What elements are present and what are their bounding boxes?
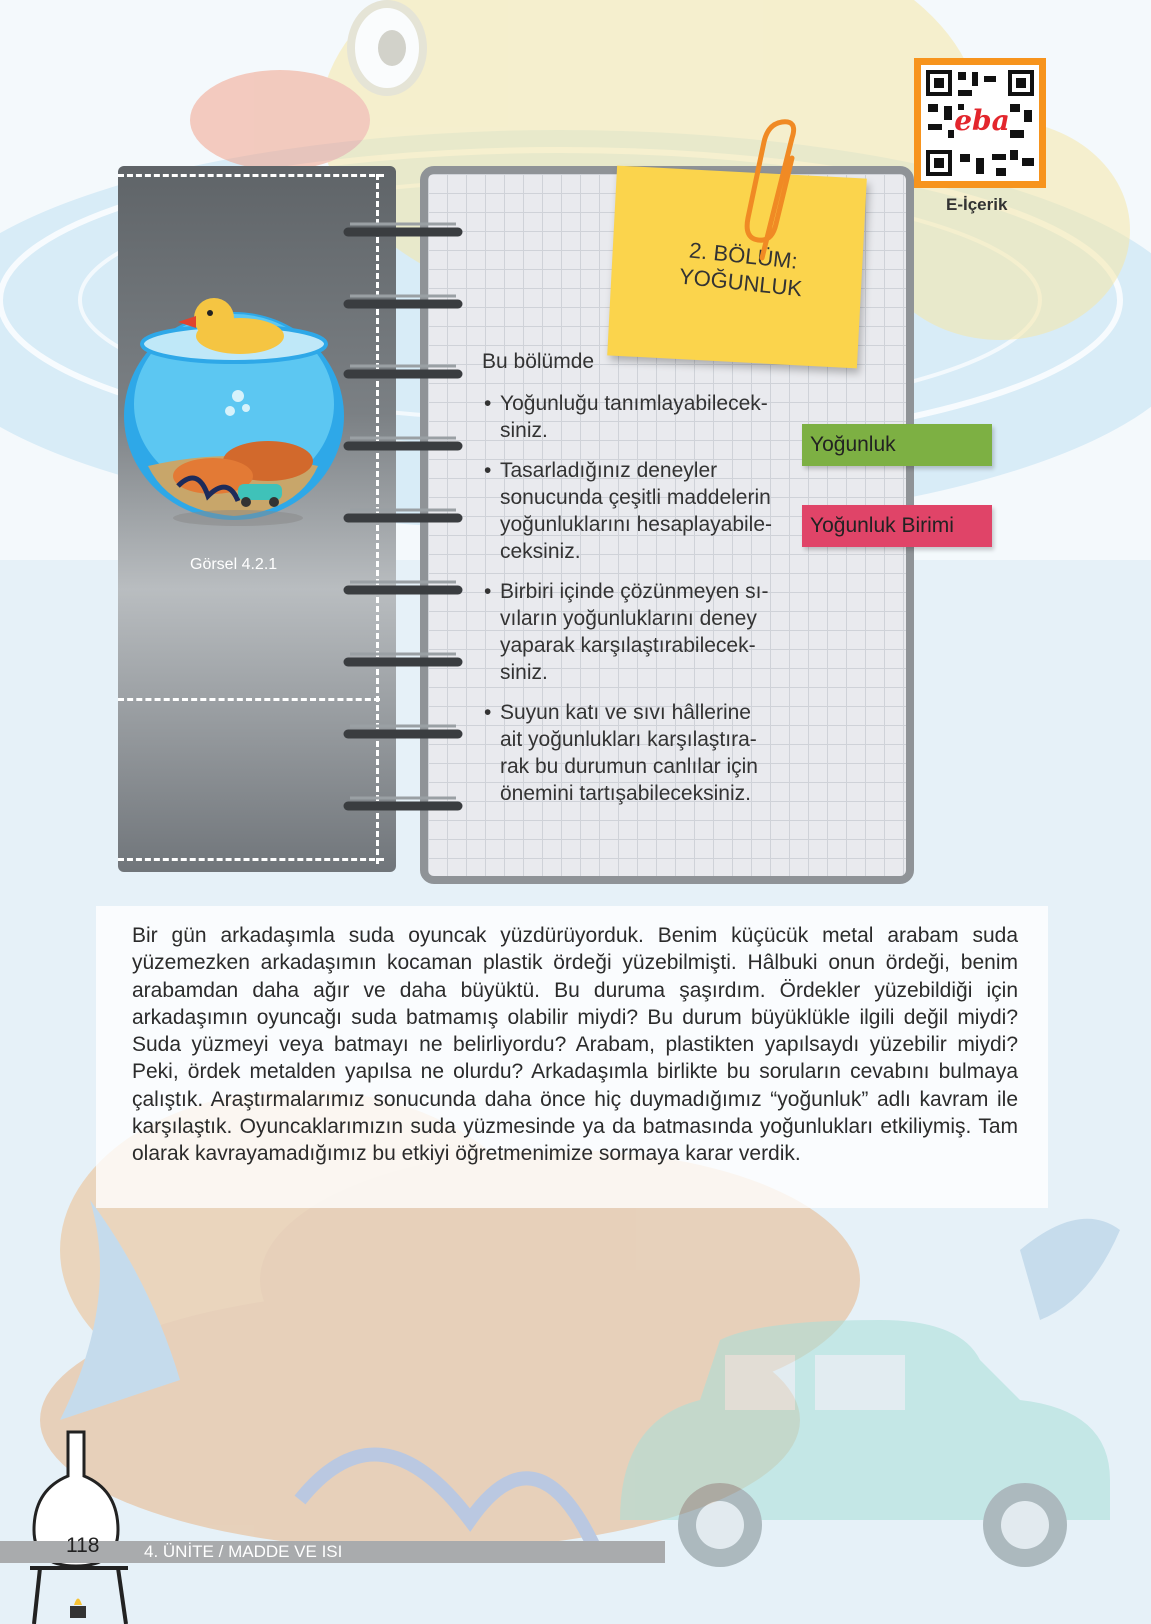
section-name: YOĞUNLUK <box>677 263 804 302</box>
objective-item: • Birbiri içinde çözünmeyen sı- vıların yoğunluklarını deney yaparak karşılaştırabilecek- siniz. <box>482 578 802 686</box>
section-number: 2. BÖLÜM: <box>687 237 799 274</box>
paperclip-icon <box>742 118 812 268</box>
qr-code[interactable] <box>914 58 1046 188</box>
intro-story-paragraph: Bir gün arkadaşımla suda oyuncak yüzdürüyorduk. Benim küçücük metal arabam suda yüzemezken arkadaşımın kocaman plastik ördeği yüzebilmişti. Hâlbuki onun ördeği, benim arabamdan daha ağır ve daha büyüktü. Bu duruma şaşırdım. Ördekler yüzebildiği için arkadaşımın oyuncağı suda batmamış olabilir miydi? Bu durum büyüklükle ilgili değil miydi? Suda yüzmeyi veya batmayı ne belirliyordu? Arabam, plastikten yapılsaydı yüzebilir miydi? Peki, ördek metalden yapılsa ne olurdu? Arkadaşımla birlikte bu soruların cevabını bulmaya çalıştık. Araştırmalarımız sonucunda daha önce hiç duymadığımız “yoğunluk” adlı kavram ile karşılaştık. Oyuncaklarımızın suda yüzmesinde ya da batmasında yoğunlukları etkiliymiş. Tam olarak kavrayamadığımız bu etkiyi öğretmenimize sormaya karar verdik. <box>132 924 1018 1166</box>
fishbowl-illustration <box>118 296 358 546</box>
page-number: 118 <box>66 1534 100 1557</box>
objectives-intro: Bu bölümde <box>482 350 595 373</box>
notebook-spiral <box>340 208 470 828</box>
unit-title: 4. ÜNİTE / MADDE VE ISI <box>144 1542 343 1561</box>
key-term-tag: Yoğunluk <box>802 424 992 466</box>
objective-item: • Suyun katı ve sıvı hâllerine ait yoğunlukları karşılaştıra- rak bu durumun canlılar için önemini tartışabileceksiniz. <box>482 699 802 807</box>
objective-item: • Tasarladığınız deneyler sonucunda çeşitli maddelerin yoğunluklarını hesaplayabile- ceksiniz. <box>482 457 802 565</box>
key-term-tag: Yoğunluk Birimi <box>802 505 992 547</box>
eba-logo: eba <box>954 104 1010 137</box>
objectives-list <box>482 390 802 820</box>
objective-item: • Yoğunluğu tanımlayabilecek- siniz. <box>482 390 802 444</box>
qr-label: E-İçerik <box>946 195 1008 214</box>
figure-caption: Görsel 4.2.1 <box>190 556 278 573</box>
